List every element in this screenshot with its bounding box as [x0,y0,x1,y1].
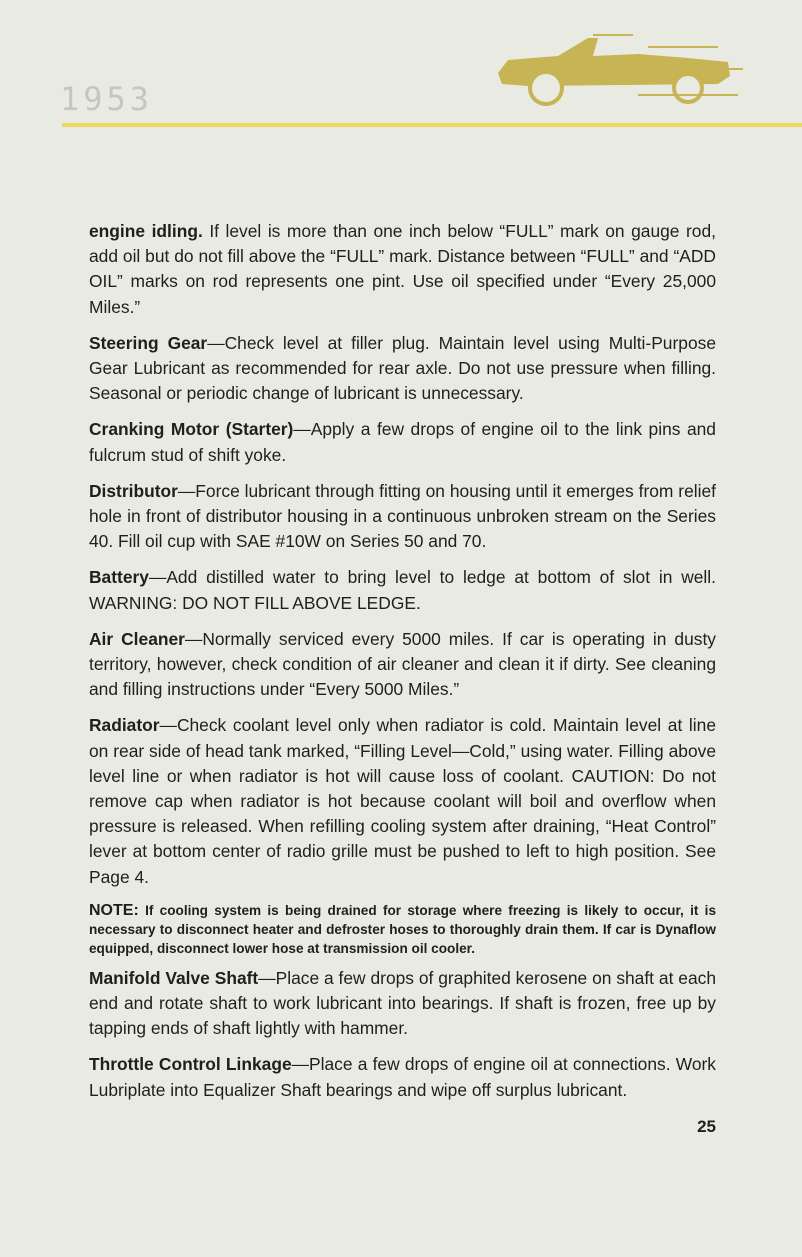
paragraph-distributor: Distributor—Force lubricant through fitting on housing until it emerges from relief hole in front of distributor housing in a continuous unbroken stream on the Series 40. Fill oil cup with SAE #10W on Series 50 and 70. [89,480,716,552]
page-body [89,219,716,1137]
year-label: 1953 [60,80,154,118]
header-rule [62,123,802,127]
paragraph-radiator: Radiator—Check coolant level only when radiator is cold. Maintain level at line on rear side of head tank marked, “Filling Level—Cold,” using water. Filling above level line or when radiator is hot will cause loss of coolant. CAUTION: Do not remove cap when radiator is hot because coolant will boil and overflow when pressure is released. When refilling cooling system after draining, “Heat Control” lever at bottom center of radio grille must be pushed to left to high position. See Page 4. [89,715,716,887]
paragraph-steering-gear: Steering Gear—Check level at filler plug. Maintain level using Multi-Purpose Gear Lubricant as recommended for rear axle. Do not use pressure when filling. Seasonal or periodic change of lubricant is unnecessary. [89,332,716,404]
paragraph-cranking-motor: Cranking Motor (Starter)—Apply a few drops of engine oil to the link pins and fulcrum stud of shift yoke. [89,419,716,465]
paragraph-air-cleaner: Air Cleaner—Normally serviced every 5000 miles. If car is operating in dusty territory, however, check condition of air cleaner and clean it if dirty. See cleaning and filling instructions under “Every 5000 Miles.” [89,628,716,700]
cooling-note: NOTE: If cooling system is being drained for storage where freezing is likely to occur, it is necessary to disconnect heater and defroster hoses to thoroughly drain them. If car is Dynaflow equipped, disconnect lower hose at transmission oil cooler. [89,901,716,956]
paragraph-throttle-control-linkage: Throttle Control Linkage—Place a few drops of engine oil at connections. Work Lubriplate into Equalizer Shaft bearings and wipe off surplus lubricant. [89,1054,716,1100]
car-illustration [488,28,748,108]
paragraph-battery: Battery—Add distilled water to bring level to ledge at bottom of slot in well. WARNING: DO NOT FILL ABOVE LEDGE. [89,567,716,613]
paragraph-engine-idling: engine idling. If level is more than one inch below “FULL” mark on gauge rod, add oil but do not fill above the “FULL” mark. Distance between “FULL” and “ADD OIL” marks on rod represents one pint. Use oil specified under “Every 25,000 Miles.” [89,221,716,317]
page-number: 25 [697,1116,716,1136]
paragraph-manifold-valve-shaft: Manifold Valve Shaft—Place a few drops of graphited kerosene on shaft at each end and rotate shaft to work lubricant into bearings. If shaft is frozen, free up by tapping ends of shaft lightly with hammer. [89,967,716,1039]
